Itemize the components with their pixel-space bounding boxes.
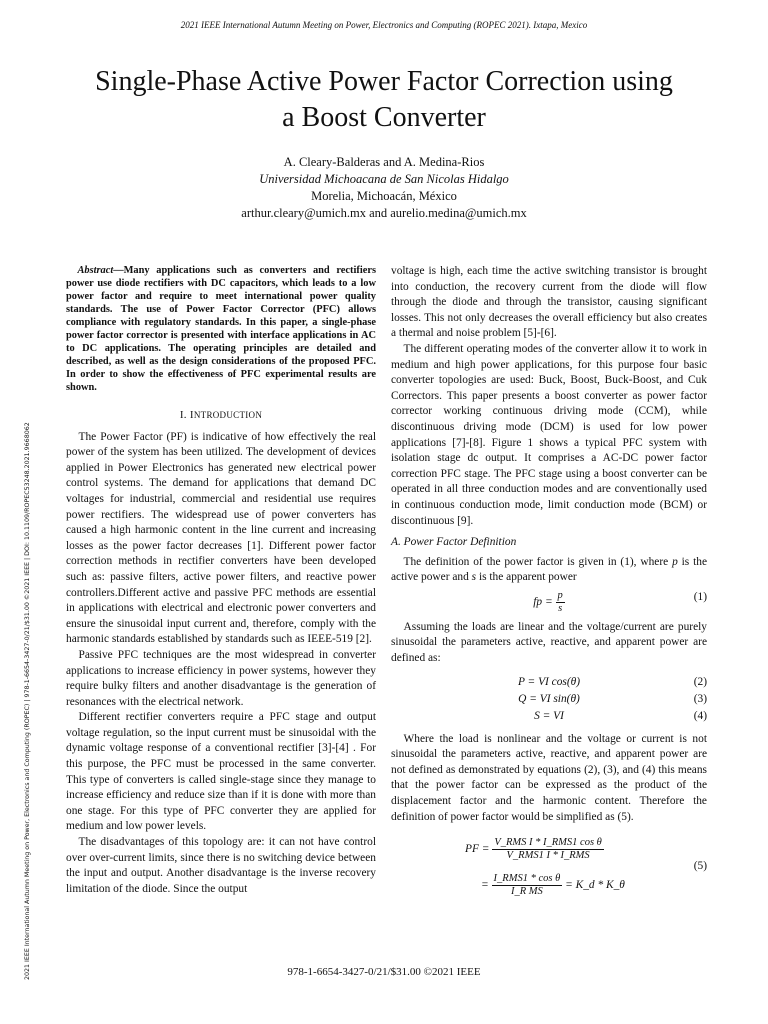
eq-body: P = VI cos(θ) <box>517 675 581 688</box>
left-column <box>66 264 376 897</box>
eq-equals: = <box>481 879 492 892</box>
section-title: NTRODUCTION <box>193 410 263 420</box>
page-footer: 978-1-6654-3427-0/21/$31.00 ©2021 IEEE <box>287 966 481 978</box>
location: Morelia, Michoacán, México <box>311 189 457 203</box>
conference-header: 2021 IEEE International Autumn Meeting on Power, Electronics and Computing (ROPEC 2021). Ixtapa, Mexico <box>180 20 588 30</box>
eq-lhs: fp = <box>533 595 556 608</box>
eq-numerator: I_RMS1 * cos θ <box>493 873 561 885</box>
math-var: s <box>471 571 477 584</box>
eq-denominator: I_R MS <box>510 886 543 898</box>
math-var: p <box>672 555 678 568</box>
title-line-2: a Boost Converter <box>282 102 486 133</box>
doi-sidebar: 2021 IEEE International Autumn Meeting on Power, Electronics and Computing (ROPEC) | 978-1-6654-3427-0/21/$31.00 ©2021 IEEE | DOI: 10.1109/ROPEC53248.2021.9668062 <box>23 422 31 980</box>
equation-1 <box>391 590 707 616</box>
equation-5 <box>391 833 707 907</box>
equation-number: (2) <box>693 675 707 688</box>
eq-rhs: = K_d * K_θ <box>562 879 625 892</box>
paragraph: voltage is high, each time the active switching transistor is brought into conduction, the recovery current from the diode will flow through the diode and through the transistor, causing significant losses. This not only decreases the overall efficiency but also creates a thermal and noise problem [5]-[6]. <box>391 265 707 340</box>
section-number: I. I <box>179 409 194 421</box>
eq-denominator: V_RMS1 I * I_RMS <box>506 850 590 862</box>
paragraph: The Power Factor (PF) is indicative of how effectively the real power of the system has been utilized. The development of devices applied in Power Electronics has generated new electrical power control systems. The demand for applications that demand DC voltages for industrial, commercial and residential use requires power rectifiers. The widespread use of power converters has caused a high harmonic content in the line current and increasing losses as the power factor decreases [1]. Different power factor correction methods in rectifier converters have been developed such as: passive filters, active power filters, and reactive power controllers.Different active and passive PFC methods are essential in applications with electrical and electronic power converters and ensure the sinusoidal input current and, therefore, comply with the harmonic standards established by standards such as IEEE-519 [2]. <box>66 430 376 646</box>
paragraph <box>391 555 707 586</box>
abstract-label: Abstract <box>77 265 114 276</box>
subsection-heading: A. Power Factor Definition <box>391 536 517 549</box>
equation-number: (5) <box>693 860 707 873</box>
equation-3 <box>391 692 707 709</box>
eq-lhs: PF = <box>465 843 493 856</box>
affiliation: Universidad Michoacana de San Nicolas Hidalgo <box>259 172 509 186</box>
author-block <box>0 154 768 222</box>
equation-number: (3) <box>693 692 707 705</box>
author-names: A. Cleary-Balderas and A. Medina-Rios <box>283 155 485 169</box>
author-emails: arthur.cleary@umich.mx and aurelio.medina@umich.mx <box>241 206 527 220</box>
paper-title <box>40 64 728 136</box>
equation-number: (1) <box>693 590 707 603</box>
equation-number: (4) <box>693 709 707 722</box>
paragraph: The disadvantages of this topology are: it can not have control over over-current limits, since there is no switching device between the input and output. Another disadvantage is the inverse recovery limitation of the diode. Since the output <box>66 836 376 895</box>
right-column <box>391 264 707 907</box>
paragraph: Where the load is nonlinear and the voltage or current is not sinusoidal the parameters active, reactive, and apparent power are not defined as demonstrated by equations (2), (3), and (4) this means that the power factor can be expressed as the product of the displacement factor and the harmonic content. Therefore the definition of power factor would be simplified as (5). <box>391 732 707 823</box>
paragraph: Passive PFC techniques are the most widespread in converter applications to increase efficiency in power systems, however they require bulky filters and another disadvantage is the generation of resonances with the electrical network. <box>66 648 376 708</box>
abstract-text: —Many applications such as converters and rectifiers power use diode rectifiers with DC capacitors, which leads to a low power factor and require to meet international power quality standards. The use of Power Factor Corrector (PFC) allows compliance with regulatory standards. In this paper, a single-phase power factor corrector is presented with interface applications in AC to DC applications. The operating principles are detailed and described, as well as the design considerations of the proposed PFC. In order to show the effectiveness of PFC experimental results are shown. <box>66 265 376 393</box>
paragraph: Different rectifier converters require a PFC stage and output voltage regulation, so the input current must be sinusoidal with the dynamic voltage response of a conventional rectifier [3]-[4] . For this purpose, the PFC must be processed in the same converter. This type of converters is called single-stage since they manage to increase efficiency and reduce size than if it is done with more than one stage. For this type of PFC converter they are applied for medium and low power levels. <box>66 711 376 833</box>
eq-body: S = VI <box>534 709 564 722</box>
paragraph: The different operating modes of the converter allow it to work in medium and high power applications, for this purpose four basic converter topologies are used: Buck, Boost, Buck-Boost, and Cuk Correctors. This paper presents a boost converter as power factor corrector working continuous driving mode (CCM), while discontinuous driving mode (DCM) is used for low power applications [7]-[8]. Figure 1 shows a typical PFC system with isolation stage dc output. It comprises a AC-DC power factor correction PFC stage. The PFC stage using a boost converter can be operated in all three conduction modes and are conventionally used in continuous conduction mode, limit conduction mode (BCM) or discontinuous [9]. <box>391 342 707 527</box>
text-span: The definition of the power factor is given in (1), where <box>403 555 673 568</box>
equation-4 <box>391 709 707 726</box>
eq-numerator: p <box>557 589 563 601</box>
title-line-1: Single-Phase Active Power Factor Correction using <box>95 66 673 97</box>
equation-2 <box>391 675 707 692</box>
paragraph: Assuming the loads are linear and the voltage/current are purely sinusoidal the parameters active, reactive, and apparent power are defined as: <box>391 620 707 665</box>
text-span: is the active power and <box>391 555 708 584</box>
eq-body: Q = VI sin(θ) <box>518 692 580 705</box>
text-span: is the apparent power <box>476 571 577 584</box>
eq-denominator: s <box>558 602 563 614</box>
abstract <box>66 264 376 394</box>
section-heading-introduction <box>66 408 376 424</box>
eq-numerator: V_RMS I * I_RMS1 cos θ <box>494 837 602 849</box>
